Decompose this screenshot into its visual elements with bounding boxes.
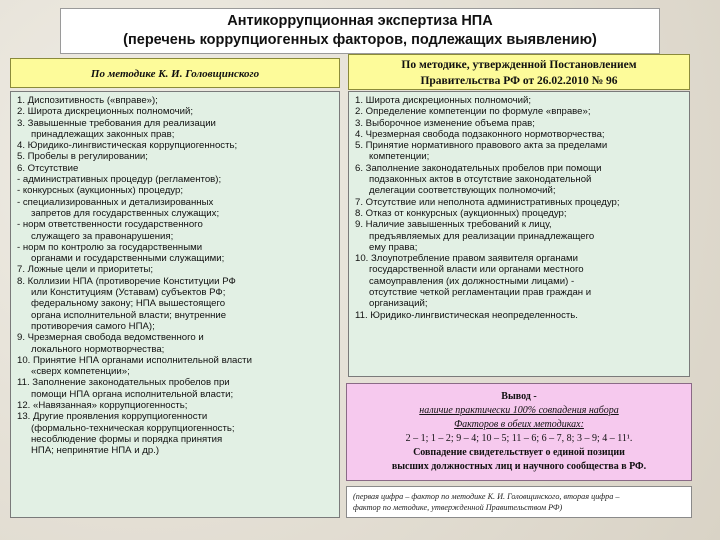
list-item: несоблюдение формы и порядка принятия bbox=[31, 433, 223, 445]
title-line-1: Антикоррупционная экспертиза НПА bbox=[227, 13, 493, 29]
list-item: помощи НПА органа исполнительной власти; bbox=[31, 388, 234, 400]
title-line-2: (перечень коррупциогенных факторов, подлежащих выявлению) bbox=[123, 32, 597, 48]
list-item: запретов для государственных служащих; bbox=[31, 207, 220, 219]
list-item: НПА; непринятие НПА и др.) bbox=[31, 445, 160, 457]
right-header-line-1: По методике, утвержденной Постановлением bbox=[401, 59, 637, 71]
list-item: - норм ответственности государственного bbox=[17, 219, 203, 231]
list-item: делегации соответствующих полномочий; bbox=[369, 185, 556, 197]
list-item: самоуправления (их должностными лицами) - bbox=[369, 275, 575, 287]
list-item: 1. Широта дискреционных полномочий; bbox=[355, 95, 531, 106]
list-item: противоречия самого НПА); bbox=[31, 320, 155, 332]
conclusion-line: Совпадение свидетельствует о единой позиции bbox=[413, 447, 625, 458]
list-item: подзаконных актов в отсутствие законодательной bbox=[369, 174, 592, 186]
list-item: 7. Отсутствие или неполнота административных процедур; bbox=[355, 196, 620, 208]
list-item: 3. Завышенные требования для реализации bbox=[17, 117, 216, 129]
list-item: отсутствие четкой регламентации прав граждан и bbox=[369, 287, 592, 299]
list-item: 2. Широта дискреционных полномочий; bbox=[17, 106, 193, 118]
page-title bbox=[60, 8, 660, 54]
list-item: или Конституциям (Уставам) субъектов РФ; bbox=[31, 287, 226, 299]
list-item: - административных процедур (регламентов); bbox=[17, 174, 222, 186]
conclusion-line: Факторов в обеих методиках: bbox=[454, 419, 584, 430]
list-item: 6. Заполнение законодательных пробелов при помощи bbox=[355, 162, 602, 174]
list-item: предъявляемых для реализации принадлежащего bbox=[369, 230, 595, 242]
list-item: органа исполнительной власти; внутренние bbox=[31, 309, 227, 321]
list-item: 2. Определение компетенции по формуле «вправе»; bbox=[355, 106, 591, 118]
footnote-line: (первая цифра – фактор по методике К. И. Головщинского, вторая цифра – bbox=[353, 492, 620, 501]
footnote bbox=[346, 486, 692, 518]
conclusion-box bbox=[346, 383, 692, 481]
list-item: 10. Принятие НПА органами исполнительной власти bbox=[17, 354, 252, 366]
list-item: 7. Ложные цели и приоритеты; bbox=[17, 264, 154, 276]
conclusion-line: высших должностных лиц и научного сообщества в РФ. bbox=[391, 461, 647, 472]
list-item: 8. Коллизии НПА (противоречие Конституции РФ bbox=[17, 275, 236, 287]
right-header-line-2: Правительства РФ от 26.02.2010 № 96 bbox=[420, 75, 618, 87]
conclusion-pairs: 2 – 1; 1 – 2; 9 – 4; 10 – 5; 11 – 6; 6 – 7, 8; 3 – 9; 4 – 11¹. bbox=[405, 433, 633, 444]
list-item: 4. Юридико-лингвистическая коррупциогенность; bbox=[17, 140, 238, 152]
list-item: 5. Пробелы в регулировании; bbox=[17, 151, 148, 163]
list-item: 5. Принятие нормативного правового акта за пределами bbox=[355, 140, 608, 152]
list-item: 10. Злоупотребление правом заявителя органами bbox=[355, 253, 578, 265]
list-item: 11. Заполнение законодательных пробелов при bbox=[17, 377, 230, 389]
list-item: 13. Другие проявления коррупциогенности bbox=[17, 411, 208, 423]
list-item: государственной власти или органами местного bbox=[369, 264, 584, 276]
list-item: организаций; bbox=[369, 298, 428, 310]
left-column-header: По методике К. И. Головщинского bbox=[10, 58, 340, 88]
left-factor-list bbox=[10, 91, 340, 518]
list-item: «сверх компетенции»; bbox=[31, 366, 130, 378]
list-item: принадлежащих законных прав; bbox=[31, 128, 175, 140]
list-item: 12. «Навязанная» коррупциогенность; bbox=[17, 400, 188, 412]
list-item: - специализированных и детализированных bbox=[17, 196, 214, 208]
footnote-line: фактор по методике, утвержденной Правительством РФ) bbox=[353, 503, 563, 512]
list-item: - конкурсных (аукционных) процедур; bbox=[17, 185, 184, 197]
list-item: федеральному закону; НПА вышестоящего bbox=[31, 298, 226, 310]
list-item: 4. Чрезмерная свобода подзаконного нормотворчества; bbox=[355, 128, 605, 140]
right-column-header bbox=[348, 54, 690, 90]
list-item: 3. Выборочное изменение объема прав; bbox=[355, 117, 535, 129]
list-item: 11. Юридико-лингвистическая неопределенность. bbox=[355, 309, 578, 321]
list-item: 9. Чрезмерная свобода ведомственного и bbox=[17, 332, 204, 344]
list-item: компетенции; bbox=[369, 151, 430, 163]
conclusion-line: наличие практически 100% совпадения набора bbox=[419, 405, 619, 416]
list-item: (формально-техническая коррупциогенность; bbox=[31, 422, 235, 434]
list-item: 1. Диспозитивность («вправе»); bbox=[17, 95, 158, 106]
list-item: служащего за правонарушения; bbox=[31, 230, 174, 242]
right-factor-list bbox=[348, 91, 690, 377]
list-item: органами и государственными служащими; bbox=[31, 253, 225, 265]
list-item: 9. Наличие завышенных требований к лицу, bbox=[355, 219, 552, 231]
conclusion-heading: Вывод - bbox=[501, 391, 537, 402]
list-item: локального нормотворчества; bbox=[31, 343, 165, 355]
list-item: 6. Отсутствие bbox=[17, 162, 79, 174]
list-item: 8. Отказ от конкурсных (аукционных) процедур; bbox=[355, 207, 567, 219]
list-item: ему права; bbox=[369, 241, 418, 253]
list-item: - норм по контролю за государственными bbox=[17, 241, 203, 253]
